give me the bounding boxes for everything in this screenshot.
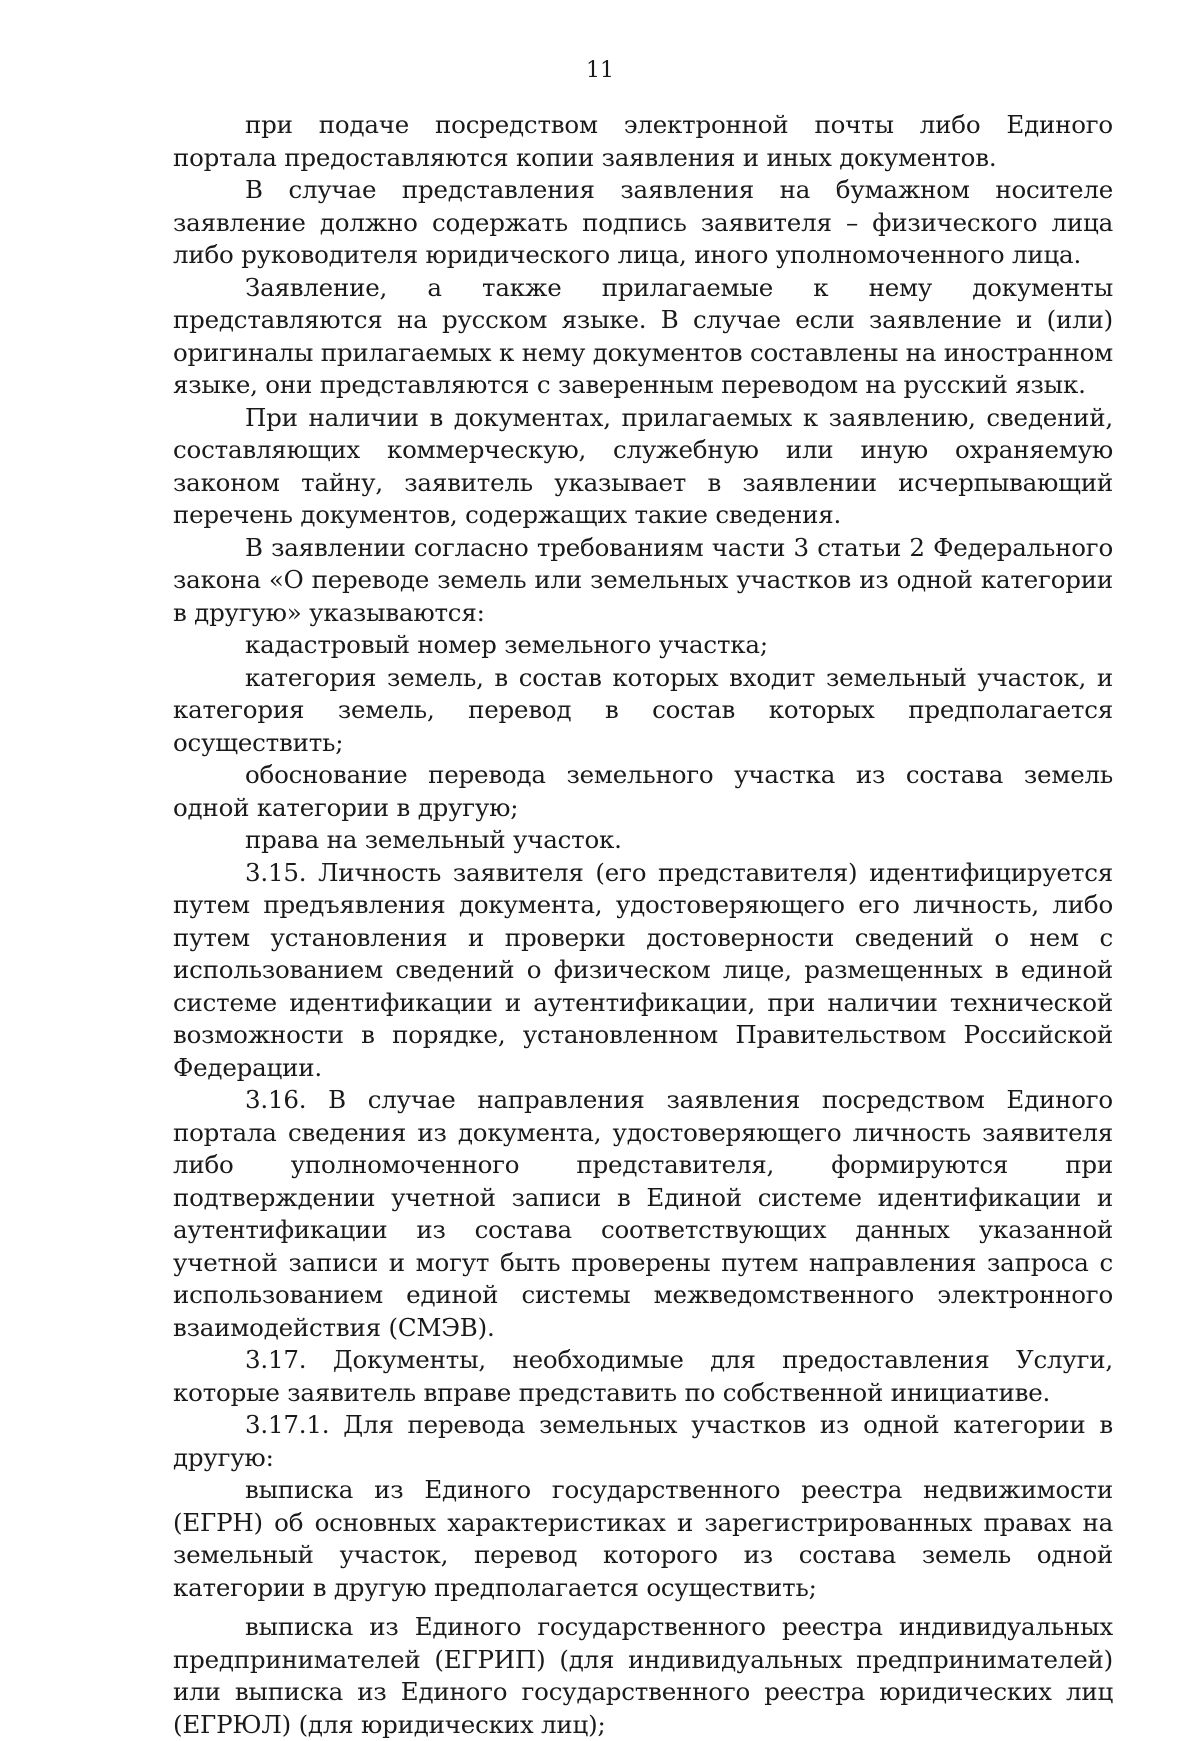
list-item: кадастровый номер земельного участка; <box>245 630 768 659</box>
list-item: категория земель, в состав которых входит земельный участок, и категория земель, перевод в состав которых предполагается осуществить; <box>173 662 1113 757</box>
section-3-17: 3.17. Документы, необходимые для предоставления Услуги, которые заявитель вправе представить по собственной инициативе. <box>173 1345 1113 1407</box>
list-item: выписка из Единого государственного реестра индивидуальных предпринимателей (ЕГРИП) (для индивидуальных предпринимателей) или выписка из Единого государственного реестра юридических лиц (ЕГРЮЛ) (для юридических лиц); <box>173 1612 1113 1739</box>
page-number: 11 <box>586 58 614 83</box>
list-item: выписка из Единого государственного реестра недвижимости (ЕГРН) об основных характеристиках и зарегистрированных правах на земельный участок, перевод которого из состава земель одной категории в другую предполагается осуществить; <box>173 1475 1113 1602</box>
paragraph: В случае представления заявления на бумажном носителе заявление должно содержать подпись заявителя – физического лица либо руководителя юридического лица, иного уполномоченного лица. <box>173 175 1113 269</box>
section-3-17-1: 3.17.1. Для перевода земельных участков из одной категории в другую: <box>173 1410 1113 1472</box>
list-item: права на земельный участок. <box>245 825 622 854</box>
paragraph: При наличии в документах, прилагаемых к заявлению, сведений, составляющих коммерческую, служебную или иную охраняемую законом тайну, заявитель указывает в заявлении исчерпывающий перечень документов, содержащих такие сведения. <box>173 402 1113 529</box>
paragraph: В заявлении согласно требованиям части 3 статьи 2 Федерального закона «О переводе земель или земельных участков из одной категории в другую» указываются: <box>173 532 1113 627</box>
paragraph: Заявление, а также прилагаемые к нему документы представляются на русском языке. В случае если заявление и (или) оригиналы прилагаемых к нему документов составлены на иностранном языке, они представляются с заверенным переводом на русский язык. <box>173 272 1113 399</box>
paragraph: при подаче посредством электронной почты либо Единого портала предоставляются копии заявления и иных документов. <box>173 110 1113 172</box>
list-item: обоснование перевода земельного участка из состава земель одной категории в другую; <box>173 760 1113 822</box>
section-3-15: 3.15. Личность заявителя (его представителя) идентифицируется путем предъявления документа, удостоверяющего его личность, либо путем установления и проверки достоверности сведений о нем с использованием сведений о физическом лице, размещенных в единой системе идентификации и аутентификации, при наличии технической возможности в порядке, установленном Правительством Российской Федерации. <box>173 857 1113 1082</box>
section-3-16: 3.16. В случае направления заявления посредством Единого портала сведения из документа, удостоверяющего личность заявителя либо уполномоченного представителя, формируются при подтверждении учетной записи в Единой системе идентификации и аутентификации из состава соответствующих данных указанной учетной записи и могут быть проверены путем направления запроса с использованием единой системы межведомственного электронного взаимодействия (СМЭВ). <box>173 1085 1113 1342</box>
document-body <box>173 109 1113 1741</box>
